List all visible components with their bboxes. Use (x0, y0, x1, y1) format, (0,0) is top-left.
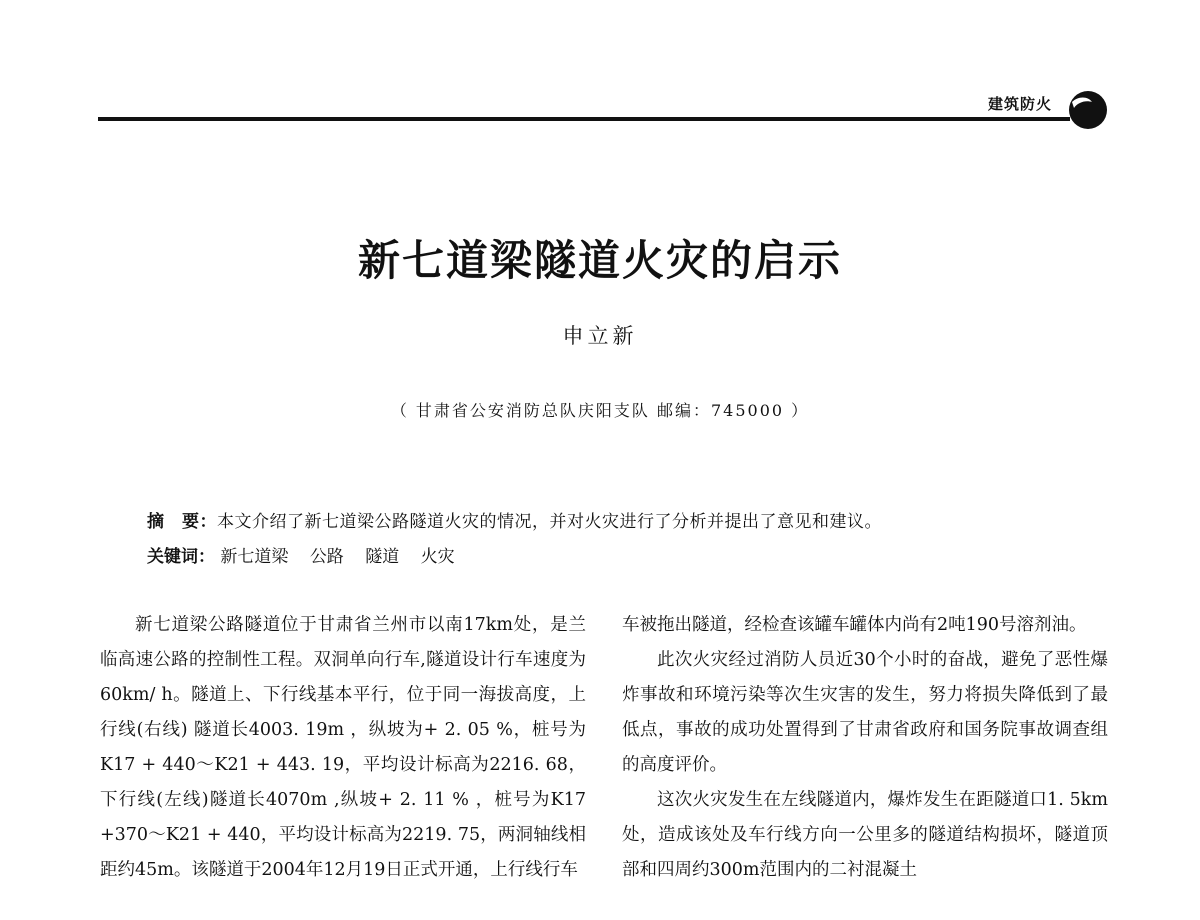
header-rule (98, 117, 1070, 121)
abstract (147, 507, 1047, 532)
article-title: 新七道梁隧道火灾的启示 (357, 236, 842, 285)
body-column-left (100, 608, 586, 888)
paragraph: 新七道梁公路隧道位于甘肃省兰州市以南17km处，是兰临高速公路的控制性工程。双洞单向行车,隧道设计行车速度为60km/ h。隧道上、下行线基本平行，位于同一海拔高度，上行线(右线) 隧道长4003. 19m ，纵坡为+ 2. 05 %，桩号为K17 + 440～K21 + 443. 19，平均设计标高为2216. 68，下行线(左线)隧道长4070m ,纵坡+ 2. 11 % ，桩号为K17 +370～K21 + 440，平均设计标高为2219. 75，两洞轴线相距约45m。该隧道于2004年12月19日正式开通，上行线行车 (100, 615, 586, 880)
body-column-right (622, 608, 1108, 888)
keywords (147, 542, 1047, 567)
keywords-label: 关键词： (147, 547, 215, 567)
keyword: 公路 (309, 547, 344, 567)
author-name: 申立新 (562, 324, 638, 348)
abstract-label: 摘 要： (147, 512, 217, 532)
section-label: 建筑防火 (987, 95, 1052, 113)
keyword: 火灾 (420, 547, 455, 567)
abstract-text: 本文介绍了新七道梁公路隧道火灾的情况，并对火灾进行了分析并提出了意见和建议。 (217, 512, 882, 532)
paragraph: 这次火灾发生在左线隧道内，爆炸发生在距隧道口1. 5km处，造成该处及车行线方向一公里多的隧道结构损坏，隧道顶部和四周约300m范围内的二衬混凝土 (622, 790, 1108, 880)
author-affiliation: （ 甘肃省公安消防总队庆阳支队 邮编：745000 ） (390, 401, 810, 420)
paragraph: 车被拖出隧道，经检查该罐车罐体内尚有2吨190号溶剂油。 (622, 615, 1087, 635)
swirl-logo-icon (1066, 88, 1110, 132)
keyword: 新七道梁 (220, 547, 289, 567)
keyword: 隧道 (365, 547, 400, 567)
paragraph: 此次火灾经过消防人员近30个小时的奋战，避免了恶性爆炸事故和环境污染等次生灾害的发生，努力将损失降低到了最低点，事故的成功处置得到了甘肃省政府和国务院事故调查组的高度评价。 (622, 650, 1108, 775)
